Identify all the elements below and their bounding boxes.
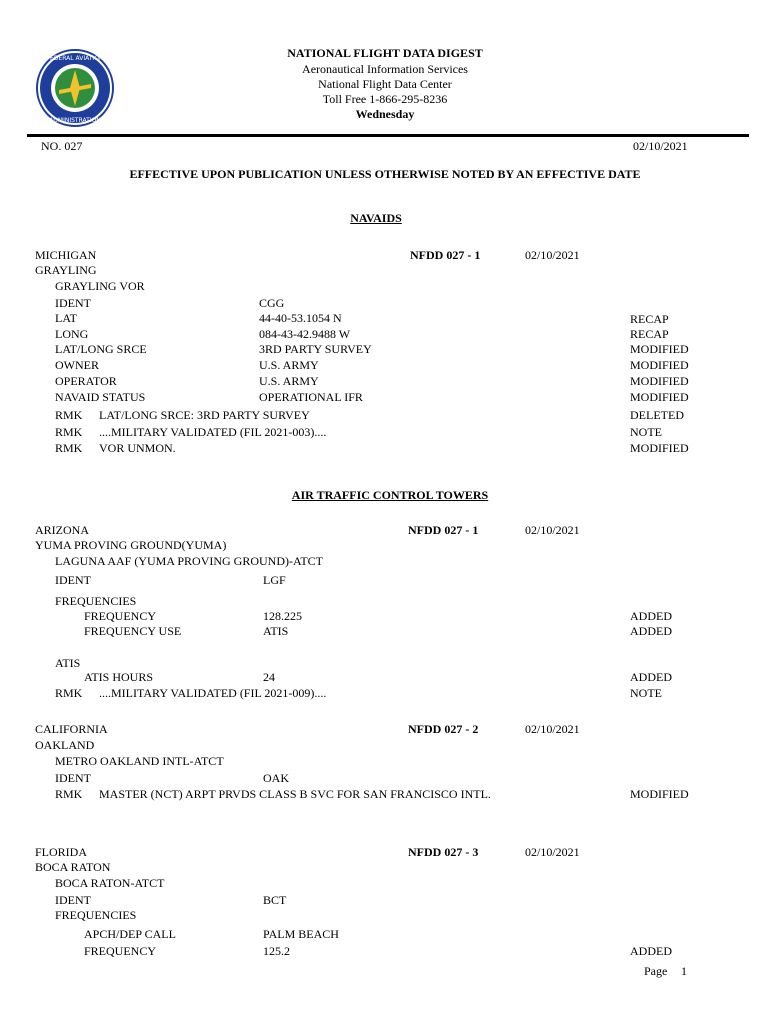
frequency-value: 128.225: [263, 609, 302, 623]
atct-nfdd: NFDD 027 - 2: [408, 722, 479, 736]
field-value: 44-40-53.1054 N: [259, 311, 342, 325]
field-label: LAT/LONG SRCE: [55, 342, 147, 356]
atct-nfdd: NFDD 027 - 3: [408, 845, 479, 859]
atct-state: CALIFORNIA: [35, 722, 108, 736]
frequency-label: FREQUENCY: [84, 944, 157, 958]
frequency-use-label: FREQUENCY USE: [84, 624, 182, 638]
atct-city: YUMA PROVING GROUND(YUMA): [35, 538, 227, 552]
effective-notice: EFFECTIVE UPON PUBLICATION UNLESS OTHERWISE NOTED BY AN EFFECTIVE DATE: [129, 167, 641, 181]
header-day: Wednesday: [355, 107, 415, 121]
ident-value: OAK: [263, 771, 289, 785]
field-label: OPERATOR: [55, 374, 117, 388]
field-status: RECAP: [630, 327, 669, 341]
field-label: OWNER: [55, 358, 99, 372]
navaid-state: MICHIGAN: [35, 248, 97, 262]
issue-date: 02/10/2021: [633, 139, 688, 153]
atct-city: OAKLAND: [35, 738, 95, 752]
navaid-city: GRAYLING: [35, 263, 97, 277]
header-org-line: Aeronautical Information Services: [302, 62, 468, 76]
remark-text: ....MILITARY VALIDATED (FIL 2021-003)....: [99, 425, 327, 439]
ident-value: BCT: [263, 893, 287, 907]
navaid-nfdd: NFDD 027 - 1: [410, 248, 481, 262]
remark-status: NOTE: [630, 686, 662, 700]
field-status: RECAP: [630, 312, 669, 326]
header-center-line: National Flight Data Center: [318, 77, 452, 91]
remark-label: RMK: [55, 425, 83, 439]
atct-facility: BOCA RATON-ATCT: [55, 876, 165, 890]
remark-text: LAT/LONG SRCE: 3RD PARTY SURVEY: [99, 408, 310, 422]
ident-label: IDENT: [55, 893, 91, 907]
navaid-facility: GRAYLING VOR: [55, 279, 145, 293]
svg-text:FEDERAL AVIATION: FEDERAL AVIATION: [46, 55, 104, 62]
atct-facility: METRO OAKLAND INTL-ATCT: [55, 754, 224, 768]
field-label: LONG: [55, 327, 89, 341]
atis-hours-status: ADDED: [630, 670, 672, 684]
field-value: OPERATIONAL IFR: [259, 390, 363, 404]
ident-value: LGF: [263, 573, 286, 587]
svg-text:ADMINISTRATION: ADMINISTRATION: [49, 117, 101, 124]
frequency-status: ADDED: [630, 944, 672, 958]
atct-date: 02/10/2021: [525, 722, 580, 736]
remark-label: RMK: [55, 408, 83, 422]
digest-title: NATIONAL FLIGHT DATA DIGEST: [287, 46, 483, 60]
frequency-use-status: ADDED: [630, 624, 672, 638]
field-label: NAVAID STATUS: [55, 390, 146, 404]
remark-status: MODIFIED: [630, 787, 689, 801]
field-value: 084-43-42.9488 W: [259, 327, 351, 341]
field-status: MODIFIED: [630, 390, 689, 404]
atct-city: BOCA RATON: [35, 860, 111, 874]
frequencies-heading: FREQUENCIES: [55, 594, 137, 608]
atis-heading: ATIS: [55, 656, 81, 670]
atis-hours-label: ATIS HOURS: [84, 670, 154, 684]
frequency-value: 125.2: [263, 944, 290, 958]
atct-heading: AIR TRAFFIC CONTROL TOWERS: [291, 488, 489, 502]
navaid-date: 02/10/2021: [525, 248, 580, 262]
atis-hours-value: 24: [263, 670, 275, 684]
apch-dep-call-value: PALM BEACH: [263, 927, 339, 941]
atct-date: 02/10/2021: [525, 845, 580, 859]
field-status: MODIFIED: [630, 342, 689, 356]
remark-text: ....MILITARY VALIDATED (FIL 2021-009)....: [99, 686, 327, 700]
remark-label: RMK: [55, 787, 83, 801]
field-value: 3RD PARTY SURVEY: [259, 342, 372, 356]
atct-state: ARIZONA: [35, 523, 89, 537]
page-number: 1: [681, 964, 687, 978]
navaids-heading: NAVAIDS: [350, 211, 402, 225]
field-status: MODIFIED: [630, 374, 689, 388]
apch-dep-call-label: APCH/DEP CALL: [84, 927, 176, 941]
field-status: MODIFIED: [630, 358, 689, 372]
atct-date: 02/10/2021: [525, 523, 580, 537]
remark-status: MODIFIED: [630, 441, 689, 455]
field-value: U.S. ARMY: [259, 374, 319, 388]
page-label: Page: [644, 964, 668, 978]
atct-state: FLORIDA: [35, 845, 88, 859]
remark-text: MASTER (NCT) ARPT PRVDS CLASS B SVC FOR SAN FRANCISCO INTL.: [99, 787, 491, 801]
field-value: U.S. ARMY: [259, 358, 319, 372]
issue-number: NO. 027: [41, 139, 83, 153]
frequency-use-value: ATIS: [263, 624, 289, 638]
ident-label: IDENT: [55, 573, 91, 587]
remark-label: RMK: [55, 441, 83, 455]
frequency-status: ADDED: [630, 609, 672, 623]
remark-text: VOR UNMON.: [99, 441, 176, 455]
ident-label: IDENT: [55, 771, 91, 785]
atct-nfdd: NFDD 027 - 1: [408, 523, 479, 537]
remark-status: NOTE: [630, 425, 662, 439]
field-label: LAT: [55, 311, 77, 325]
remark-label: RMK: [55, 686, 83, 700]
header-phone-line: Toll Free 1-866-295-8236: [322, 92, 448, 106]
field-value: CGG: [259, 296, 285, 310]
field-label: IDENT: [55, 296, 91, 310]
frequencies-heading: FREQUENCIES: [55, 908, 137, 922]
header-divider: [27, 134, 749, 137]
atct-facility: LAGUNA AAF (YUMA PROVING GROUND)-ATCT: [55, 554, 324, 568]
frequency-label: FREQUENCY: [84, 609, 157, 623]
remark-status: DELETED: [630, 408, 684, 422]
